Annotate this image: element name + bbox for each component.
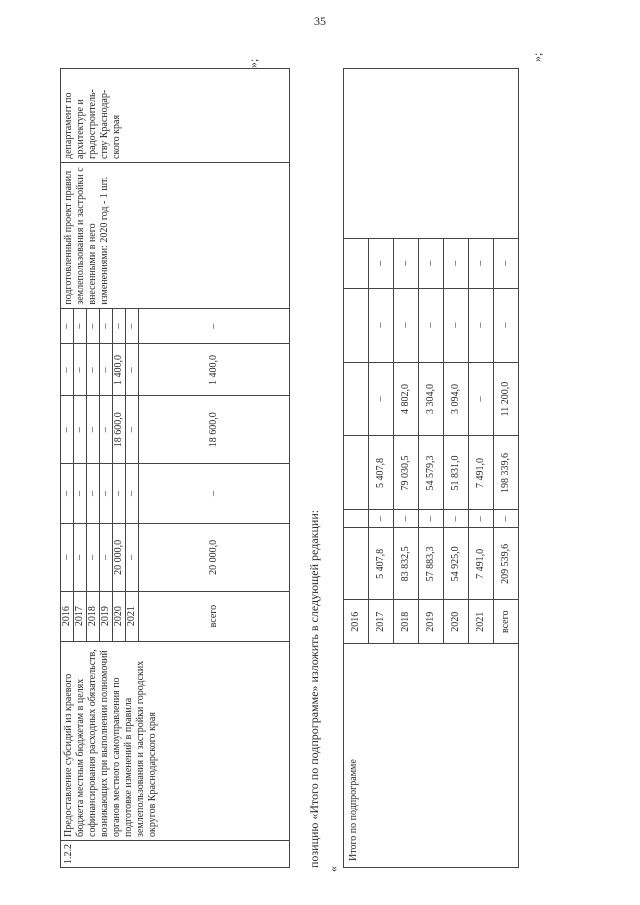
local-cell: – <box>74 344 87 396</box>
c2-cell <box>344 436 369 510</box>
federal-cell: – <box>100 464 113 524</box>
federal-cell: – <box>126 464 139 524</box>
year-cell: 2020 <box>444 600 469 644</box>
year-cell: 2021 <box>469 600 494 644</box>
year-cell: 2018 <box>394 600 419 644</box>
c4-cell: – <box>444 288 469 362</box>
total-cell: – <box>87 523 100 591</box>
total-cell: – <box>126 523 139 591</box>
c3-cell: 11 200,0 <box>494 362 519 436</box>
year-cell: 2018 <box>87 591 100 641</box>
other-cell: – <box>126 308 139 344</box>
regional-cell: 18 600,0 <box>113 396 126 464</box>
total-cell: – <box>100 523 113 591</box>
row-code: 1.2.2 <box>61 841 290 868</box>
c3-cell <box>344 362 369 436</box>
blank-cell <box>344 69 519 239</box>
other-cell: – <box>100 308 113 344</box>
row-description: Предоставление субсидий из краевого бюджета местным бюджетам в целях софинансирования расходных обязательств, возникающих при выполнении полномочий органов местного самоуправления по подготовке изменений в правила землепользования и застройки городских округов Краснодарского края <box>61 641 290 840</box>
c3-cell: – <box>369 362 394 436</box>
other-cell: – <box>113 308 126 344</box>
total-cell: 209 539,6 <box>494 528 519 600</box>
total-cell: 20 000,0 <box>113 523 126 591</box>
c5-cell: – <box>369 238 394 288</box>
year-cell: 2020 <box>113 591 126 641</box>
local-cell: – <box>126 344 139 396</box>
c2-cell: 51 831,0 <box>444 436 469 510</box>
c2-cell: 54 579,3 <box>419 436 444 510</box>
c3-cell: 4 802,0 <box>394 362 419 436</box>
federal-cell: – <box>139 464 290 524</box>
local-cell: – <box>87 344 100 396</box>
total-cell: 7 491,0 <box>469 528 494 600</box>
end-mark: »; <box>246 58 260 68</box>
c4-cell: – <box>369 288 394 362</box>
c5-cell: – <box>469 238 494 288</box>
other-cell: – <box>74 308 87 344</box>
row-1-2-2-table <box>60 68 290 868</box>
regional-cell: – <box>100 396 113 464</box>
total-cell: 57 883,3 <box>419 528 444 600</box>
c4-cell: – <box>394 288 419 362</box>
c1-cell: – <box>444 510 469 528</box>
c1-cell: – <box>394 510 419 528</box>
c4-cell: – <box>419 288 444 362</box>
local-cell: 1 400,0 <box>139 344 290 396</box>
c5-cell: – <box>444 238 469 288</box>
c4-cell: – <box>469 288 494 362</box>
year-cell: 2016 <box>61 591 74 641</box>
c3-cell: 3 304,0 <box>419 362 444 436</box>
total-cell: – <box>74 523 87 591</box>
c4-cell: – <box>494 288 519 362</box>
c1-cell: – <box>419 510 444 528</box>
caption: позицию «Итого по подпрограмме» изложить в следующей редакции: <box>307 509 321 868</box>
c1-cell: – <box>494 510 519 528</box>
year-cell: всего <box>139 591 290 641</box>
table-row <box>61 69 74 868</box>
table-row <box>344 69 369 868</box>
total-cell: – <box>61 523 74 591</box>
year-cell: всего <box>494 600 519 644</box>
year-cell: 2016 <box>344 600 369 644</box>
regional-cell: – <box>126 396 139 464</box>
federal-cell: – <box>61 464 74 524</box>
c2-cell: 7 491,0 <box>469 436 494 510</box>
regional-cell: – <box>87 396 100 464</box>
local-cell: – <box>61 344 74 396</box>
executor-cell: департамент по архитектуре и градостроитель-ству Краснодар-ского края <box>61 69 290 163</box>
page-number: 35 <box>314 14 326 28</box>
c1-cell: – <box>369 510 394 528</box>
open-quote: « <box>326 866 340 872</box>
other-cell: – <box>61 308 74 344</box>
regional-cell: 18 600,0 <box>139 396 290 464</box>
other-cell: – <box>139 308 290 344</box>
total-cell: 5 407,8 <box>369 528 394 600</box>
federal-cell: – <box>87 464 100 524</box>
total-title: Итого по подпрограмме <box>344 644 519 868</box>
rotated-content <box>60 28 620 872</box>
c2-cell: 198 339,6 <box>494 436 519 510</box>
year-cell: 2019 <box>419 600 444 644</box>
total-cell <box>344 528 369 600</box>
c1-cell <box>344 510 369 528</box>
c3-cell: – <box>469 362 494 436</box>
other-cell: – <box>87 308 100 344</box>
federal-cell: – <box>113 464 126 524</box>
local-cell: 1 400,0 <box>113 344 126 396</box>
result-cell: подготовленный проект правил землепользования и застройки с внесенными в него изменениями: 2020 год - 1 шт. <box>61 162 290 308</box>
c4-cell <box>344 288 369 362</box>
c5-cell <box>344 238 369 288</box>
total-cell: 54 925,0 <box>444 528 469 600</box>
c5-cell: – <box>394 238 419 288</box>
c5-cell: – <box>419 238 444 288</box>
total-cell: 83 832,5 <box>394 528 419 600</box>
total-table <box>343 68 519 868</box>
regional-cell: – <box>74 396 87 464</box>
total-cell: 20 000,0 <box>139 523 290 591</box>
local-cell: – <box>100 344 113 396</box>
c2-cell: 5 407,8 <box>369 436 394 510</box>
year-cell: 2017 <box>74 591 87 641</box>
c1-cell: – <box>469 510 494 528</box>
year-cell: 2019 <box>100 591 113 641</box>
c3-cell: 3 094,0 <box>444 362 469 436</box>
year-cell: 2017 <box>369 600 394 644</box>
end-mark-total: »; <box>530 52 544 62</box>
c2-cell: 79 030,5 <box>394 436 419 510</box>
federal-cell: – <box>74 464 87 524</box>
c5-cell: – <box>494 238 519 288</box>
year-cell: 2021 <box>126 591 139 641</box>
regional-cell: – <box>61 396 74 464</box>
